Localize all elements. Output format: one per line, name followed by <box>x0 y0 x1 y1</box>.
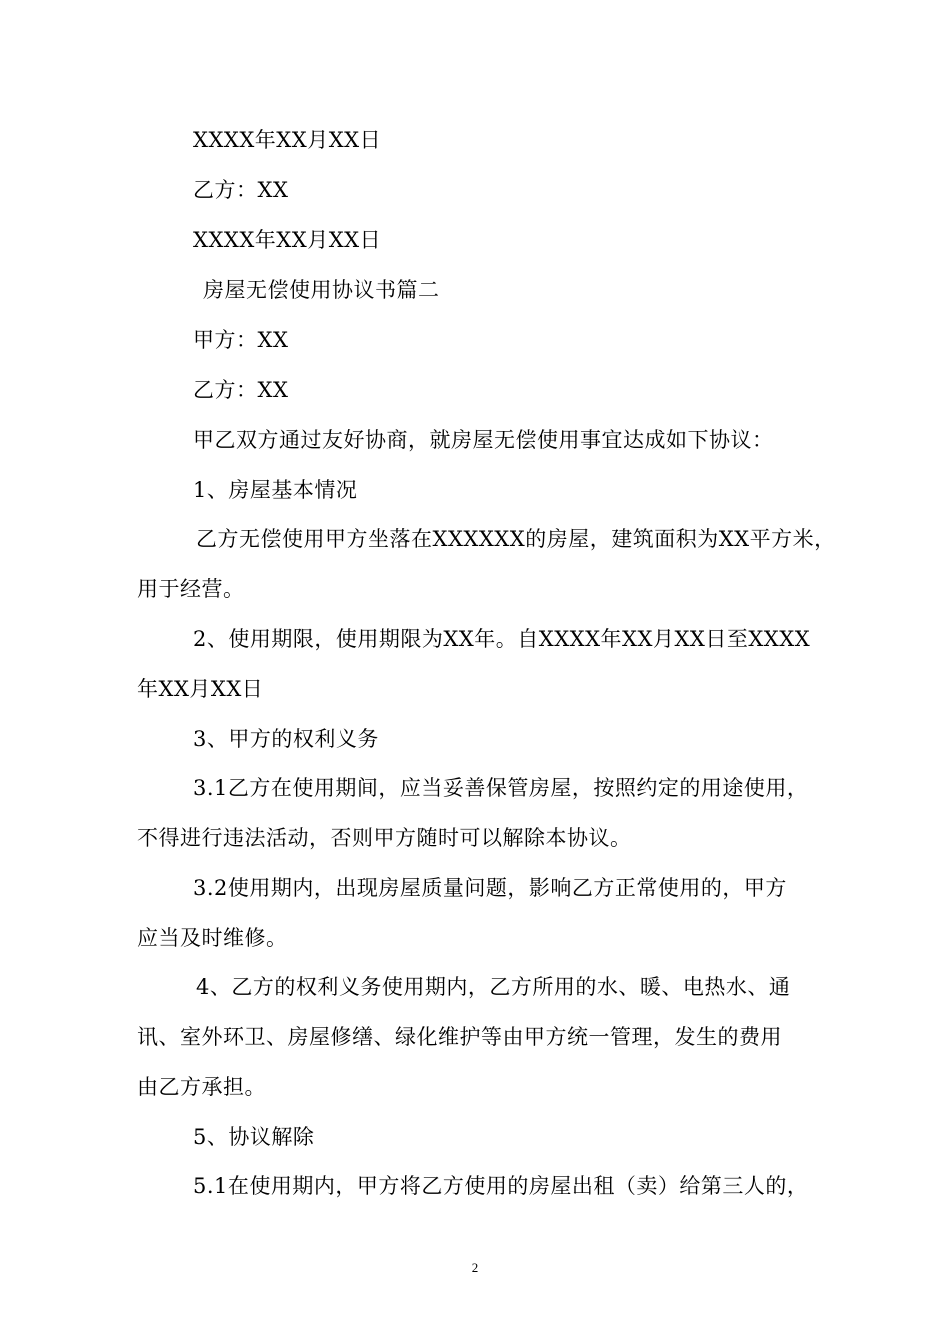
clause-heading: 3、甲方的权利义务 <box>193 727 379 751</box>
section-title: 房屋无偿使用协议书篇二 <box>203 278 440 302</box>
clause-heading: 1、房屋基本情况 <box>193 478 358 502</box>
party-b-line: 乙方：XX <box>193 178 289 202</box>
clause-text: 2、使用期限，使用期限为XX年。自XXXX年XX月XX日至XXXX <box>193 627 811 651</box>
page-number: 2 <box>471 1260 479 1275</box>
party-b-line: 乙方：XX <box>193 378 289 402</box>
party-a-line: 甲方：XX <box>193 328 289 352</box>
agreement-intro: 甲乙双方通过友好协商，就房屋无偿使用事宜达成如下协议： <box>193 428 774 452</box>
clause-text: 3.1乙方在使用期间，应当妥善保管房屋，按照约定的用途使用， <box>193 776 809 800</box>
clause-text: 3.2使用期内，出现房屋质量问题，影响乙方正常使用的，甲方 <box>193 876 787 900</box>
clause-text: 讯、室外环卫、房屋修缮、绿化维护等由甲方统一管理，发生的费用 <box>137 1025 782 1049</box>
clause-text: 4、乙方的权利义务使用期内，乙方所用的水、暖、电热水、通 <box>196 975 791 999</box>
date-line: XXXX年XX月XX日 <box>193 128 382 152</box>
clause-text: 应当及时维修。 <box>137 926 288 950</box>
date-line: XXXX年XX月XX日 <box>193 228 382 252</box>
clause-text: 乙方无偿使用甲方坐落在XXXXXX的房屋，建筑面积为XX平方米， <box>196 527 836 551</box>
clause-text: 不得进行违法活动，否则甲方随时可以解除本协议。 <box>137 826 632 850</box>
clause-text: 用于经营。 <box>137 577 245 601</box>
clause-heading: 5、协议解除 <box>193 1125 315 1149</box>
clause-text: 由乙方承担。 <box>137 1075 266 1099</box>
clause-text: 5.1在使用期内，甲方将乙方使用的房屋出租（卖）给第三人的， <box>193 1174 809 1198</box>
clause-text: 年XX月XX日 <box>137 677 264 701</box>
